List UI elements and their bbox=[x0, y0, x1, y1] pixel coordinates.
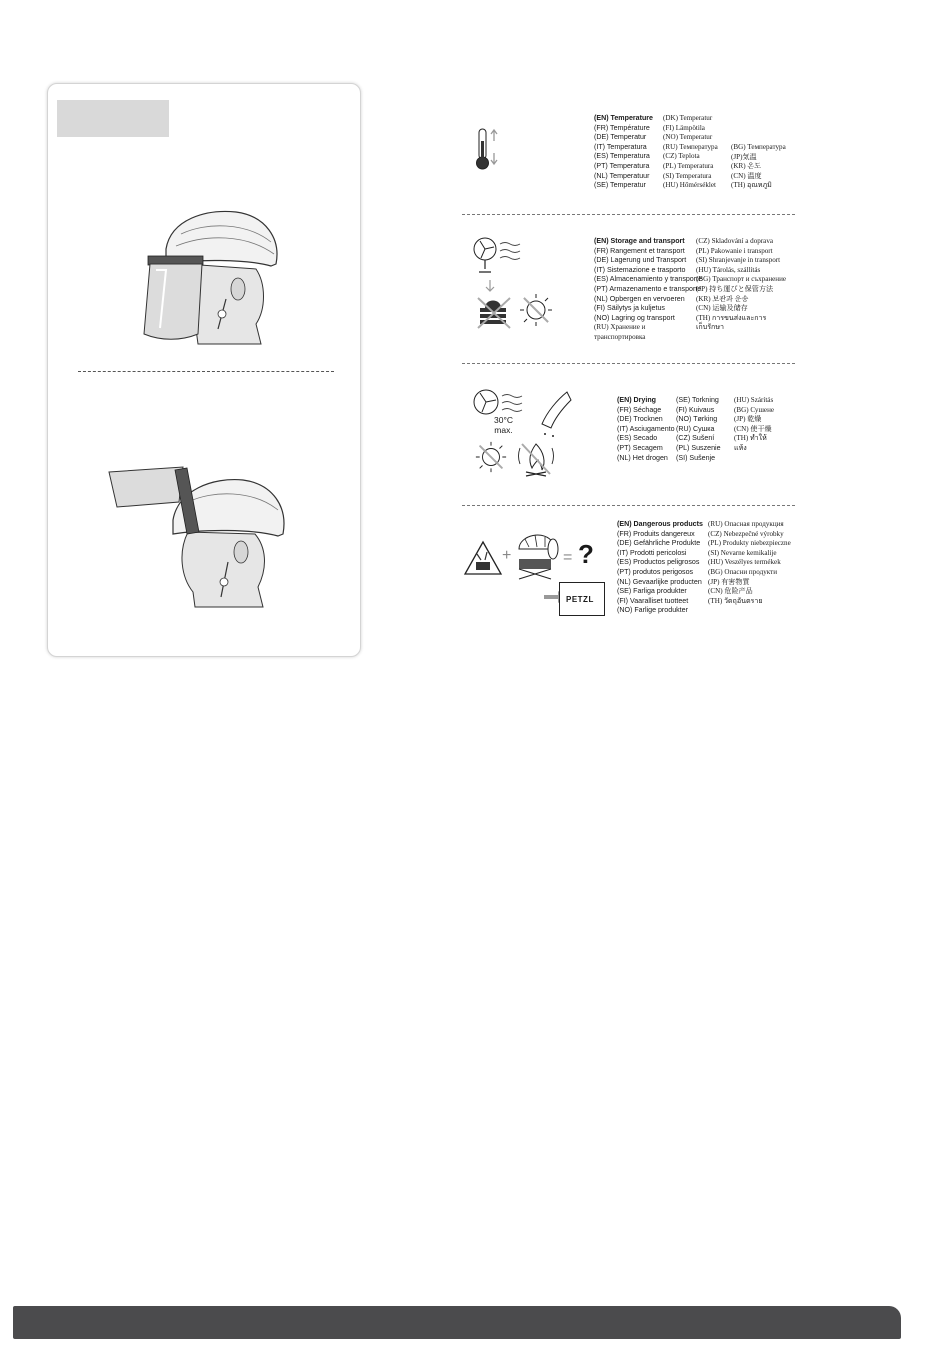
temperature-label: (PL) Temperatura bbox=[663, 161, 714, 170]
temperature-label: (PT) Temperatura bbox=[594, 161, 650, 170]
storage-label: (IT) Sistemazione e trasporto bbox=[594, 265, 686, 274]
dangerous-label: (BG) Опасни продукти bbox=[708, 567, 778, 576]
drying-temp-value: 30°C bbox=[494, 415, 513, 425]
drying-label-en: (EN) Drying bbox=[617, 396, 657, 404]
thermometer-icon bbox=[474, 127, 504, 171]
storage-label: (SI) Shranjevanje in transport bbox=[696, 256, 781, 265]
storage-label: (TH) การขนส่งและการ bbox=[696, 313, 767, 322]
temperature-label: (JP)気温 bbox=[731, 152, 757, 161]
visor-position-card bbox=[47, 83, 361, 657]
drying-label: (TH) ทำให้ bbox=[734, 434, 767, 443]
dangerous-label: (TH) วัตถุอันตราย bbox=[708, 596, 763, 605]
sun-crossed-icon bbox=[474, 440, 508, 474]
storage-label: (HU) Tárolás, szállítás bbox=[696, 265, 761, 274]
drying-label: (NL) Het drogen bbox=[617, 453, 668, 462]
helmet-visor-up-illustration bbox=[103, 462, 293, 612]
chemical-hazard-icon bbox=[463, 540, 503, 576]
temperature-label: (FR) Température bbox=[594, 123, 650, 132]
drying-label: (HU) Szárítás bbox=[734, 396, 774, 404]
storage-label: (KR) 보관과 운송 bbox=[696, 294, 749, 303]
dangerous-label: (DE) Gefährliche Produkte bbox=[617, 539, 701, 548]
dangerous-label: (PT) produtos perigosos bbox=[617, 567, 694, 576]
temperature-label: (NL) Temperatuur bbox=[594, 171, 650, 180]
dangerous-section bbox=[617, 520, 791, 616]
dangerous-label: (FR) Produits dangereux bbox=[617, 529, 695, 538]
temperature-label: (DE) Temperatur bbox=[594, 133, 647, 142]
drying-label: (NO) Tørking bbox=[676, 415, 718, 424]
drying-label: (PT) Secagem bbox=[617, 443, 663, 452]
storage-label: (ES) Almacenamiento y transporte bbox=[594, 275, 703, 284]
question-mark-icon: ? bbox=[578, 539, 594, 569]
dangerous-label: (SI) Nevarne kemikalije bbox=[708, 548, 777, 557]
temperature-label: (ES) Temperatura bbox=[594, 152, 650, 161]
dangerous-label: (NO) Farlige produkter bbox=[617, 606, 688, 615]
fan-icon bbox=[472, 236, 532, 276]
temperature-label: (SI) Temperatura bbox=[663, 171, 712, 180]
storage-section bbox=[594, 237, 786, 343]
storage-label: (CZ) Skladování a doprava bbox=[696, 237, 774, 245]
section-divider bbox=[462, 363, 795, 364]
temperature-label: (SE) Temperatur bbox=[594, 181, 646, 190]
section-tab bbox=[57, 100, 169, 137]
temperature-label: (KR) 온도 bbox=[731, 162, 762, 171]
petzl-brand-label: PETZL bbox=[566, 595, 594, 604]
temperature-label: (BG) Температура bbox=[731, 143, 786, 151]
storage-label: (BG) Транспорт и съхранение bbox=[696, 275, 787, 284]
temperature-section bbox=[594, 114, 786, 191]
temperature-label: (TH) อุณหภูมิ bbox=[731, 181, 772, 190]
storage-label: (PL) Pakowanie i transport bbox=[696, 246, 773, 255]
storage-label: (FI) Säilytys ja kuljetus bbox=[594, 304, 665, 313]
helmet-icon bbox=[515, 527, 561, 583]
dangerous-label: (IT) Prodotti pericolosi bbox=[617, 548, 687, 557]
temperature-label: (RU) Температура bbox=[663, 142, 718, 151]
temperature-label: (FI) Lämpötila bbox=[663, 123, 705, 132]
storage-label: (DE) Lagerung und Transport bbox=[594, 256, 687, 265]
hand-drip-icon bbox=[537, 390, 577, 438]
storage-label: транспортировка bbox=[594, 332, 646, 341]
drying-label: (BG) Сушене bbox=[734, 405, 775, 414]
stacked-helmets-icon bbox=[476, 278, 512, 330]
storage-label: (CN) 运输及储存 bbox=[696, 304, 748, 313]
sun-crossed-icon bbox=[518, 292, 554, 328]
temperature-label: (HU) Hőmérséklet bbox=[663, 181, 716, 190]
drying-label: (DE) Trocknen bbox=[617, 415, 663, 424]
storage-label: (NL) Opbergen en vervoeren bbox=[594, 294, 685, 303]
equals-sign: = bbox=[563, 549, 573, 566]
dangerous-label-en: (EN) Dangerous products bbox=[617, 520, 703, 528]
dangerous-label: (HU) Veszélyes termékek bbox=[708, 558, 781, 567]
drying-label: (SE) Torkning bbox=[676, 396, 719, 404]
dangerous-label: (CN) 危险产品 bbox=[708, 587, 753, 596]
storage-label-en: (EN) Storage and transport bbox=[594, 237, 685, 245]
dangerous-label: (RU) Опасная продукция bbox=[708, 520, 784, 528]
storage-label: (PT) Armazenamento e transporte bbox=[594, 284, 702, 293]
storage-label: (RU) Хранение и bbox=[594, 323, 646, 332]
storage-label: (FR) Rangement et transport bbox=[594, 246, 685, 255]
dangerous-label: (NL) Gevaarlijke producten bbox=[617, 577, 702, 586]
drying-label: (CZ) Sušení bbox=[676, 434, 715, 443]
section-divider bbox=[462, 214, 795, 215]
drying-label: (ES) Secado bbox=[617, 434, 658, 443]
storage-label: (NO) Lagring og transport bbox=[594, 313, 675, 322]
temperature-label-en: (EN) Temperature bbox=[594, 114, 653, 122]
drying-label: (JP) 乾燥 bbox=[734, 415, 762, 424]
drying-label: (PL) Suszenie bbox=[676, 443, 721, 452]
drying-section bbox=[617, 396, 774, 463]
temperature-label: (DK) Temperatur bbox=[663, 114, 713, 122]
footer-bar bbox=[13, 1306, 901, 1339]
dangerous-label: (SE) Farliga produkter bbox=[617, 587, 687, 596]
dangerous-label: (JP) 有害物質 bbox=[708, 577, 750, 586]
fire-crossed-icon bbox=[516, 438, 556, 478]
helmet-visor-down-illustration bbox=[126, 204, 286, 349]
drying-label: (FI) Kuivaus bbox=[676, 405, 715, 414]
dangerous-label: (FI) Vaaralliset tuotteet bbox=[617, 596, 689, 605]
dangerous-label: (ES) Productos peligrosos bbox=[617, 558, 700, 567]
temperature-label: (IT) Temperatura bbox=[594, 142, 647, 151]
section-divider bbox=[462, 505, 795, 506]
drying-label: (RU) Сушка bbox=[676, 424, 715, 433]
petzl-box-icon bbox=[559, 582, 605, 616]
dangerous-label: (CZ) Nebezpečné výrobky bbox=[708, 529, 784, 538]
plus-sign: + bbox=[502, 547, 512, 564]
temperature-label: (CZ) Teplota bbox=[663, 152, 700, 161]
storage-label: (JP) 持ち運びと保管方法 bbox=[696, 284, 774, 293]
drying-label: (CN) 使干燥 bbox=[734, 424, 772, 433]
temperature-label: (NO) Temperatur bbox=[663, 133, 713, 142]
drying-temp-label bbox=[494, 416, 513, 435]
storage-label: เก็บรักษา bbox=[696, 323, 724, 332]
temperature-label: (CN) 温度 bbox=[731, 171, 762, 180]
dangerous-label: (PL) Produkty niebezpieczne bbox=[708, 539, 791, 548]
drying-label: (FR) Séchage bbox=[617, 405, 662, 414]
drying-label: (IT) Asciugamento bbox=[617, 424, 675, 433]
drying-label: แห้ง bbox=[734, 443, 747, 452]
card-divider bbox=[78, 371, 334, 372]
drying-temp-max: max. bbox=[494, 424, 513, 435]
drying-label: (SI) Sušenje bbox=[676, 453, 716, 462]
